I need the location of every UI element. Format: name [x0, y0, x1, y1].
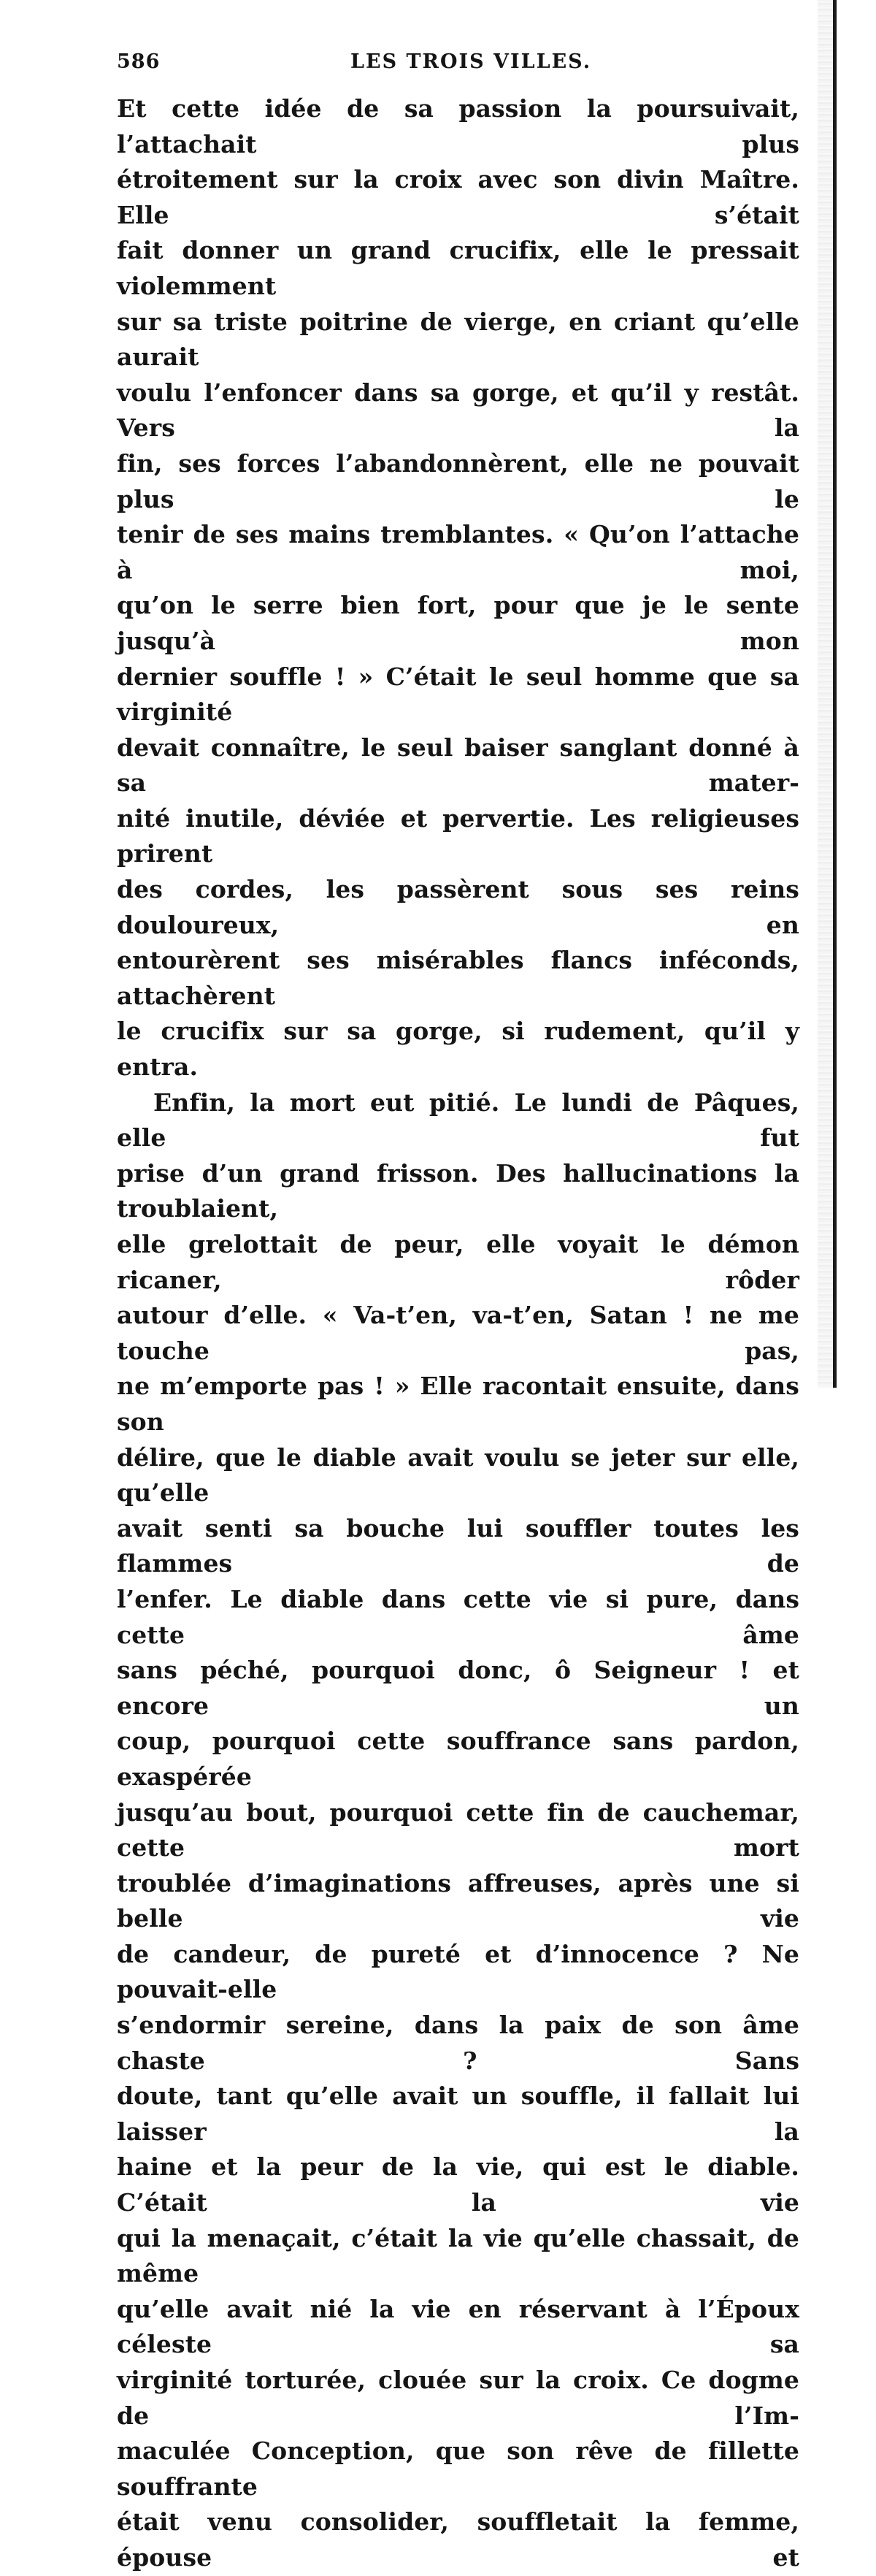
text-line: autour d’elle. « Va-t’en, va-t’en, Satan ! ne me touche pas,: [117, 1301, 799, 1365]
text-line: fait donner un grand crucifix, elle le pressait violemment: [117, 236, 799, 300]
text-line: virginité torturée, clouée sur la croix. Ce dogme de l’Im-: [117, 2366, 799, 2430]
text-line: troublée d’imaginations affreuses, après une si belle vie: [117, 1868, 799, 1933]
text-line: le crucifix sur sa gorge, si rudement, qu’il y entra.: [117, 1017, 799, 1082]
text-line: entourèrent ses misérables flancs inféconds, attachèrent: [117, 946, 799, 1010]
text-line: l’enfer. Le diable dans cette vie si pure, dans cette âme: [117, 1584, 799, 1649]
text-line: fin, ses forces l’abandonnèrent, elle ne pouvait plus le: [117, 448, 799, 513]
text-line: s’endormir sereine, dans la paix de son âme chaste ? Sans: [117, 2011, 799, 2075]
text-line: avait senti sa bouche lui souffler toutes les flammes de: [117, 1513, 799, 1578]
text-line: doute, tant qu’elle avait un souffle, il fallait lui laisser la: [117, 2082, 799, 2146]
text-line: jusqu’au bout, pourquoi cette fin de cauchemar, cette mort: [117, 1797, 799, 1862]
text-line: délire, que le diable avait voulu se jeter sur elle, qu’elle: [117, 1442, 799, 1507]
text-line: dernier souffle ! » C’était le seul homme que sa virginité: [117, 662, 799, 727]
text-line: qui la menaçait, c’était la vie qu’elle chassait, de même: [117, 2223, 799, 2288]
text-line: voulu l’enfoncer dans sa gorge, et qu’il y restât. Vers la: [117, 378, 799, 443]
text-line: devait connaître, le seul baiser sanglant donné à sa mater-: [117, 733, 799, 798]
running-header: [117, 47, 803, 76]
text-line: étroitement sur la croix avec son divin Maître. Elle s’était: [117, 165, 799, 229]
book-spine-edge: [833, 0, 837, 1388]
text-line: qu’elle avait nié la vie en réservant à l’Époux céleste sa: [117, 2294, 799, 2359]
paragraph-2: [117, 1085, 799, 2576]
text-line: qu’on le serre bien fort, pour que je le sente jusqu’à mon: [117, 591, 799, 655]
text-line: maculée Conception, que son rêve de fillette souffrante: [117, 2437, 799, 2501]
text-line: elle grelottait de peur, elle voyait le démon ricaner, rôder: [117, 1230, 799, 1294]
text-line: nité inutile, déviée et pervertie. Les religieuses prirent: [117, 803, 799, 868]
text-line: des cordes, les passèrent sous ses reins douloureux, en: [117, 875, 799, 939]
text-line: ne m’emporte pas ! » Elle racontait ensuite, dans son: [117, 1372, 799, 1436]
text-line: de candeur, de pureté et d’innocence ? Ne pouvait-elle: [117, 1939, 799, 2004]
text-line: coup, pourquoi cette souffrance sans pardon, exaspérée: [117, 1727, 799, 1791]
text-line: sur sa triste poitrine de vierge, en criant qu’elle aurait: [117, 307, 799, 372]
text-line: Et cette idée de sa passion la poursuivait, l’attachait plus: [117, 94, 799, 158]
page-number: 586: [117, 50, 161, 73]
text-line: haine et la peur de la vie, qui est le diable. C’était la vie: [117, 2152, 799, 2217]
text-line: était venu consolider, souffletait la femme, épouse et: [117, 2507, 799, 2572]
running-title: LES TROIS VILLES.: [350, 50, 592, 73]
text-line: sans péché, pourquoi donc, ô Seigneur ! et encore un: [117, 1656, 799, 1720]
text-line: prise d’un grand frisson. Des hallucinations la troublaient,: [117, 1158, 799, 1223]
text-line: Enfin, la mort eut pitié. Le lundi de Pâques, elle fut: [117, 1088, 799, 1153]
text-line: tenir de ses mains tremblantes. « Qu’on l’attache à moi,: [117, 520, 799, 584]
paragraph-1: [117, 91, 799, 1085]
body-text: [117, 91, 799, 2576]
